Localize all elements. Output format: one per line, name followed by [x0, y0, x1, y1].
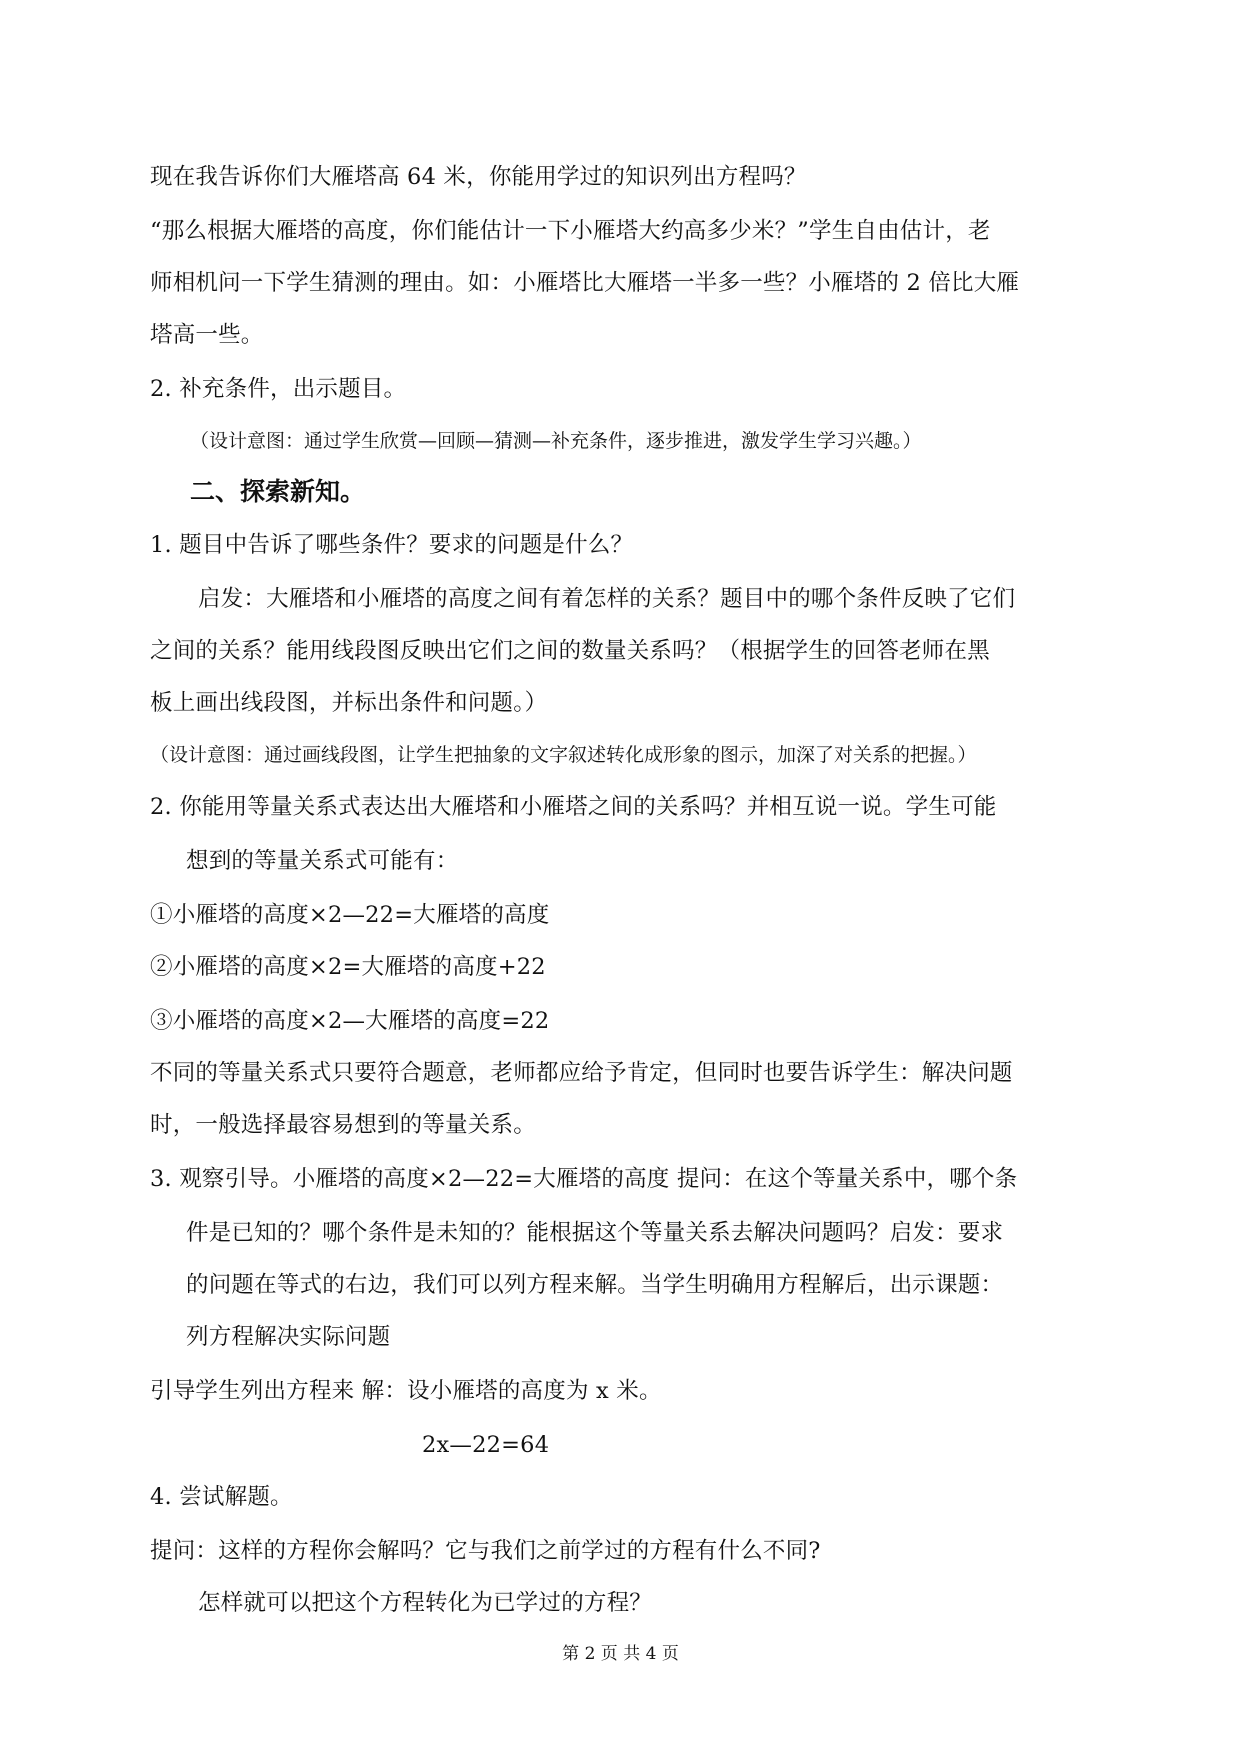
list-item: 4. 尝试解题。: [150, 1484, 293, 1510]
paragraph-line: 引导学生列出方程来 解：设小雁塔的高度为 x 米。: [150, 1378, 662, 1404]
relation-item: ③小雁塔的高度×2—大雁塔的高度=22: [150, 1008, 550, 1034]
paragraph-line: 想到的等量关系式可能有：: [186, 848, 459, 874]
design-intent-note: （设计意图：通过画线段图，让学生把抽象的文字叙述转化成形象的图示，加深了对关系的把握。）: [150, 744, 977, 766]
relation-item: ①小雁塔的高度×2—22=大雁塔的高度: [150, 902, 550, 928]
list-item: 1. 题目中告诉了哪些条件？要求的问题是什么？: [150, 532, 634, 558]
relation-item: ②小雁塔的高度×2=大雁塔的高度+22: [150, 954, 546, 980]
lesson-title-line: 列方程解决实际问题: [186, 1324, 391, 1350]
equation: 2x—22=64: [422, 1432, 550, 1458]
paragraph-line: 怎样就可以把这个方程转化为已学过的方程？: [198, 1590, 653, 1616]
list-item: 2. 你能用等量关系式表达出大雁塔和小雁塔之间的关系吗？并相互说一说。学生可能: [150, 794, 997, 820]
list-item: 2. 补充条件，出示题目。: [150, 376, 407, 402]
paragraph-line: “那么根据大雁塔的高度，你们能估计一下小雁塔大约高多少米？”学生自由估计，老: [150, 218, 991, 244]
paragraph-line: 启发：大雁塔和小雁塔的高度之间有着怎样的关系？题目中的哪个条件反映了它们: [198, 586, 1016, 612]
paragraph-line: 不同的等量关系式只要符合题意，老师都应给予肯定，但同时也要告诉学生：解决问题: [150, 1060, 1013, 1086]
paragraph-line: 之间的关系？能用线段图反映出它们之间的数量关系吗？（根据学生的回答老师在黑: [150, 638, 990, 664]
paragraph-line: 板上画出线段图，并标出条件和问题。）: [150, 690, 548, 716]
paragraph-line: 提问：这样的方程你会解吗？它与我们之前学过的方程有什么不同?: [150, 1538, 821, 1564]
list-item: 3. 观察引导。小雁塔的高度×2—22=大雁塔的高度 提问：在这个等量关系中，哪个条: [150, 1166, 1018, 1192]
section-heading: 二、探索新知。: [190, 477, 366, 506]
paragraph-line: 的问题在等式的右边，我们可以列方程来解。当学生明确用方程解后，出示课题：: [186, 1272, 1004, 1298]
design-intent-note: （设计意图：通过学生欣赏—回顾—猜测—补充条件，逐步推进，激发学生学习兴趣。）: [190, 430, 922, 452]
paragraph-line: 塔高一些。: [150, 322, 264, 348]
page-footer: 第 2 页 共 4 页: [562, 1644, 679, 1664]
paragraph-line: 现在我告诉你们大雁塔高 64 米，你能用学过的知识列出方程吗？: [150, 164, 807, 190]
paragraph-line: 件是已知的？哪个条件是未知的？能根据这个等量关系去解决问题吗？启发：要求: [186, 1220, 1004, 1246]
paragraph-line: 时，一般选择最容易想到的等量关系。: [150, 1112, 536, 1138]
paragraph-line: 师相机问一下学生猜测的理由。如：小雁塔比大雁塔一半多一些？小雁塔的 2 倍比大雁: [150, 270, 1020, 296]
